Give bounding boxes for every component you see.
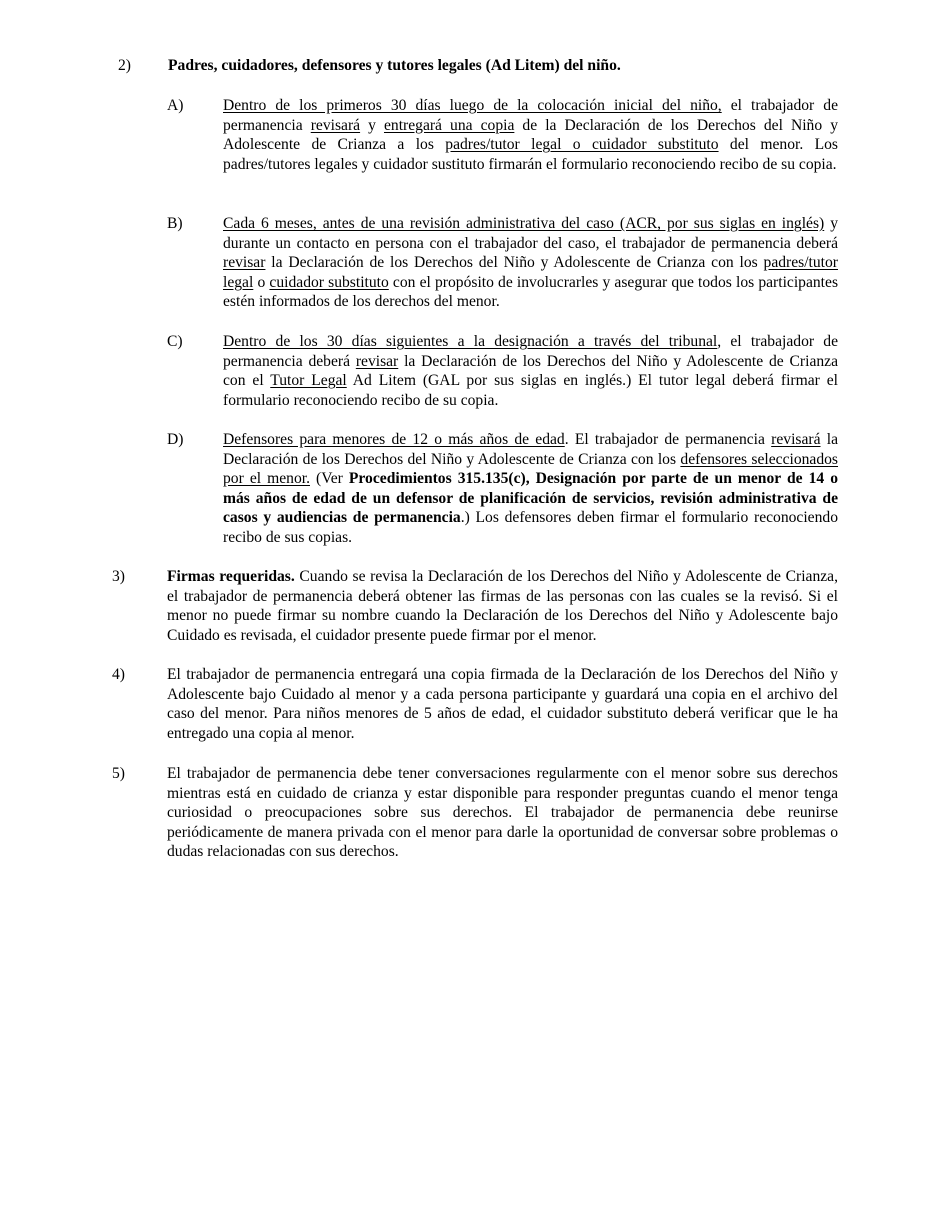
section-number: 5) (112, 765, 125, 782)
section-text (167, 567, 838, 645)
section-number: 2) (118, 57, 131, 74)
underlined-text: Tutor Legal (270, 372, 347, 390)
text-run: la Declaración de los Derechos del Niño y Adolescente de Crianza con los (223, 431, 838, 468)
underlined-text: entregará una copia (383, 116, 515, 134)
underlined-text: revisar (223, 254, 266, 272)
underlined-text: revisará (771, 431, 821, 448)
text-run: o (253, 273, 270, 291)
text-run: el trabajador de permanencia (223, 97, 838, 134)
underlined-text: Dentro de los primeros 30 días luego de la colocación inicial del niño, (223, 97, 722, 114)
underlined-text: Dentro de los 30 días siguientes a la designación a través del tribunal (223, 333, 718, 350)
section-heading: Padres, cuidadores, defensores y tutores legales (Ad Litem) del niño. (168, 57, 621, 74)
underlined-text: revisará (310, 116, 361, 134)
underlined-text: Cada 6 meses, antes de una revisión administrativa del caso (ACR, por sus siglas en inglés) (223, 215, 825, 232)
text-run: . El trabajador de permanencia (564, 431, 772, 448)
subitem-label: D) (167, 431, 184, 448)
underlined-text: padres/tutor legal (223, 254, 838, 291)
text-run: con el propósito de involucrarles y asegurar que todos los participantes estén informados de los derechos del menor. (223, 273, 839, 311)
subitem-label: B) (167, 215, 183, 232)
bold-text: Firmas requeridas. (167, 568, 295, 585)
underlined-text: cuidador substituto (269, 273, 389, 291)
text-run: la Declaración de los Derechos del Niño y Adolescente de Crianza con los (265, 254, 764, 272)
section-text (167, 764, 838, 862)
subitem-text (223, 214, 838, 312)
text-run: del menor. Los padres/tutores legales y cuidador sustituto firmarán el formulario reconociendo recibo de su copia. (223, 136, 838, 173)
subitem-text (223, 96, 838, 174)
text-run: la Declaración de los Derechos del Niño y Adolescente de Crianza con el (223, 352, 839, 390)
subitem-label: C) (167, 333, 183, 350)
text-run: de la Declaración de los Derechos del Niño y Adolescente de Crianza a los (223, 116, 838, 154)
section-number: 4) (112, 666, 125, 683)
text-run: , el trabajador de permanencia deberá (223, 333, 838, 370)
section-number: 3) (112, 568, 125, 585)
underlined-text: defensores seleccionados por el menor. (223, 450, 839, 488)
underlined-text: revisar (355, 352, 399, 370)
text-run: Cuando se revisa la Declaración de los Derechos del Niño y Adolescente de Crianza, el trabajador de permanencia deberá obtener las firmas de las personas con las cuales se la revisó. Si el menor no puede firmar su nombre cuando la Declaración de los Derechos del Niño y Adolescente bajo Cuidado es revisada, el cuidador presente puede firmar por el menor. (167, 568, 838, 644)
text-run: El trabajador de permanencia debe tener conversaciones regularmente con el menor sobre sus derechos mientras está en cuidado de crianza y estar disponible para responder preguntas cuando el menor tenga curiosidad o preocupaciones sobre sus derechos. El trabajador de permanencia debe reunirse periódicamente de manera privada con el menor para darle la oportunidad de conversar sobre problemas o dudas relacionadas con sus derechos. (167, 765, 838, 861)
subitem-text (223, 332, 838, 410)
subitem-text (223, 430, 838, 548)
bold-text: Procedimientos 315.135(c), Designación por parte de un menor de 14 o más años de edad de un defensor de planificación de servicios, revisión administrativa de casos y audiencias de permanencia (223, 470, 838, 527)
text-run: El trabajador de permanencia entregará una copia firmada de la Declaración de los Derechos del Niño y Adolescente bajo Cuidado al menor y a cada persona participante y guardará una copia en el archivo del caso del menor. Para niños menores de 5 años de edad, el cuidador substituto deberá verificar que le ha entregado una copia al menor. (167, 666, 838, 742)
section-text (167, 665, 838, 743)
text-run: (Ver (309, 470, 349, 488)
text-run: y durante un contacto en persona con el trabajador del caso, el trabajador de permanencia deberá (223, 215, 838, 252)
text-run: .) Los defensores deben firmar el formulario reconociendo recibo de sus copias. (223, 509, 838, 546)
text-run: Ad Litem (GAL por sus siglas en inglés.) El tutor legal deberá firmar el formulario reconociendo recibo de su copia. (223, 372, 838, 409)
underlined-text: Defensores para menores de 12 o más años de edad (223, 431, 565, 448)
text-run: y (360, 116, 384, 134)
subitem-label: A) (167, 97, 184, 114)
underlined-text: padres/tutor legal o cuidador substituto (445, 136, 719, 154)
